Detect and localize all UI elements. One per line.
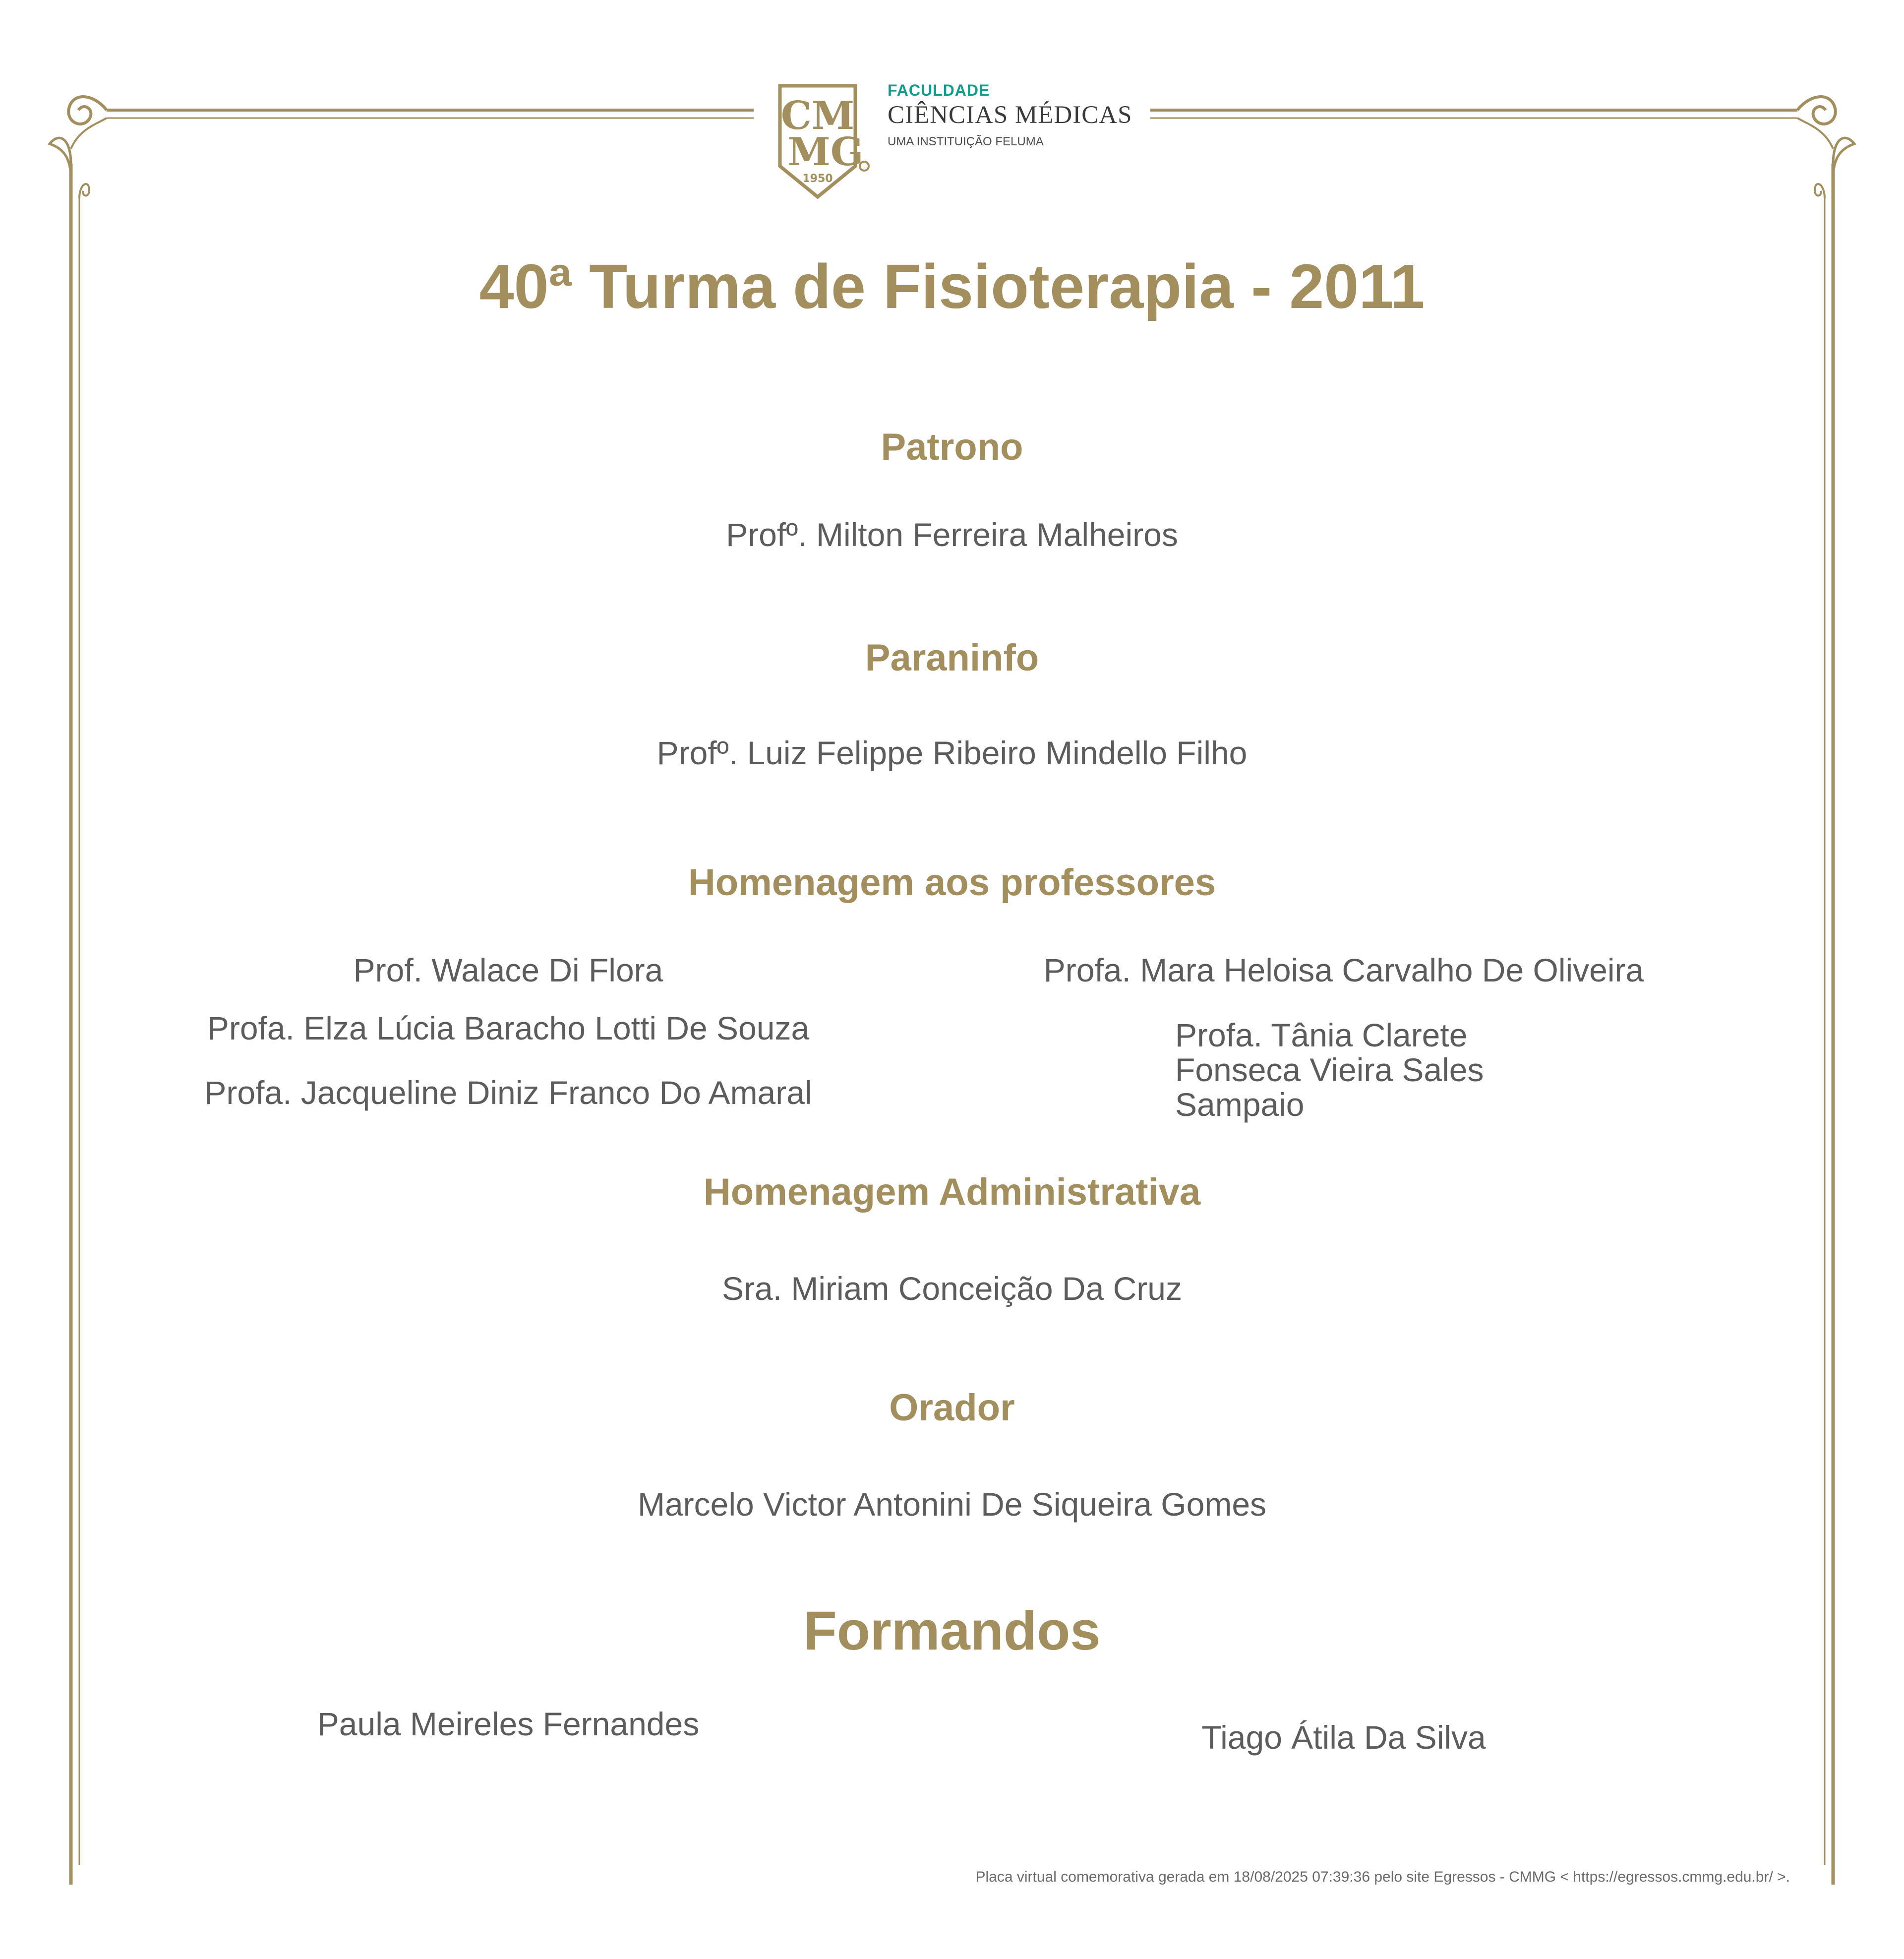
professores-heading: Homenagem aos professores <box>688 861 1216 904</box>
formandos-heading: Formandos <box>803 1600 1101 1661</box>
professor-left-3: Profa. Jacqueline Diniz Franco Do Amaral <box>204 1074 812 1111</box>
professor-right-1: Profa. Mara Heloisa Carvalho De Oliveira <box>1043 952 1644 988</box>
administrativa-heading: Homenagem Administrativa <box>703 1171 1201 1213</box>
cmmg-logo-mark <box>776 82 875 201</box>
patrono-name: Profº. Milton Ferreira Malheiros <box>726 516 1178 553</box>
paraninfo-name: Profº. Luiz Felippe Ribeiro Mindello Filho <box>656 735 1248 771</box>
paraninfo-heading: Paraninfo <box>865 637 1039 679</box>
formando-2: Tiago Átila Da Silva <box>1201 1719 1486 1756</box>
logo-subtitle: UMA INSTITUIÇÃO FELUMA <box>888 135 1044 148</box>
orador-name: Marcelo Victor Antonini De Siqueira Gomes <box>637 1486 1267 1523</box>
logo-faculdade: FACULDADE <box>888 81 990 99</box>
logo-year: 1950 <box>802 173 833 185</box>
svg-text:MG: MG <box>787 129 864 175</box>
professor-left-1: Prof. Walace Di Flora <box>353 952 663 988</box>
orador-heading: Orador <box>889 1387 1015 1429</box>
administrativa-name: Sra. Miriam Conceição Da Cruz <box>722 1270 1182 1307</box>
formando-1: Paula Meireles Fernandes <box>317 1706 700 1742</box>
page-title: 40ª Turma de Fisioterapia - 2011 <box>479 251 1425 321</box>
footer-note: Placa virtual comemorativa gerada em 18/08/2025 07:39:36 pelo site Egressos - CMMG < https://egressos.cmmg.edu.br/ >. <box>975 1869 1790 1885</box>
patrono-heading: Patrono <box>881 426 1023 468</box>
logo-institution-name: CIÊNCIAS MÉDICAS <box>888 101 1132 129</box>
professor-left-2: Profa. Elza Lúcia Baracho Lotti De Souza <box>207 1010 810 1046</box>
professor-right-2: Profa. Tânia Clarete Fonseca Vieira Sales Sampaio <box>1175 1017 1484 1123</box>
svg-text:CM: CM <box>780 93 855 138</box>
